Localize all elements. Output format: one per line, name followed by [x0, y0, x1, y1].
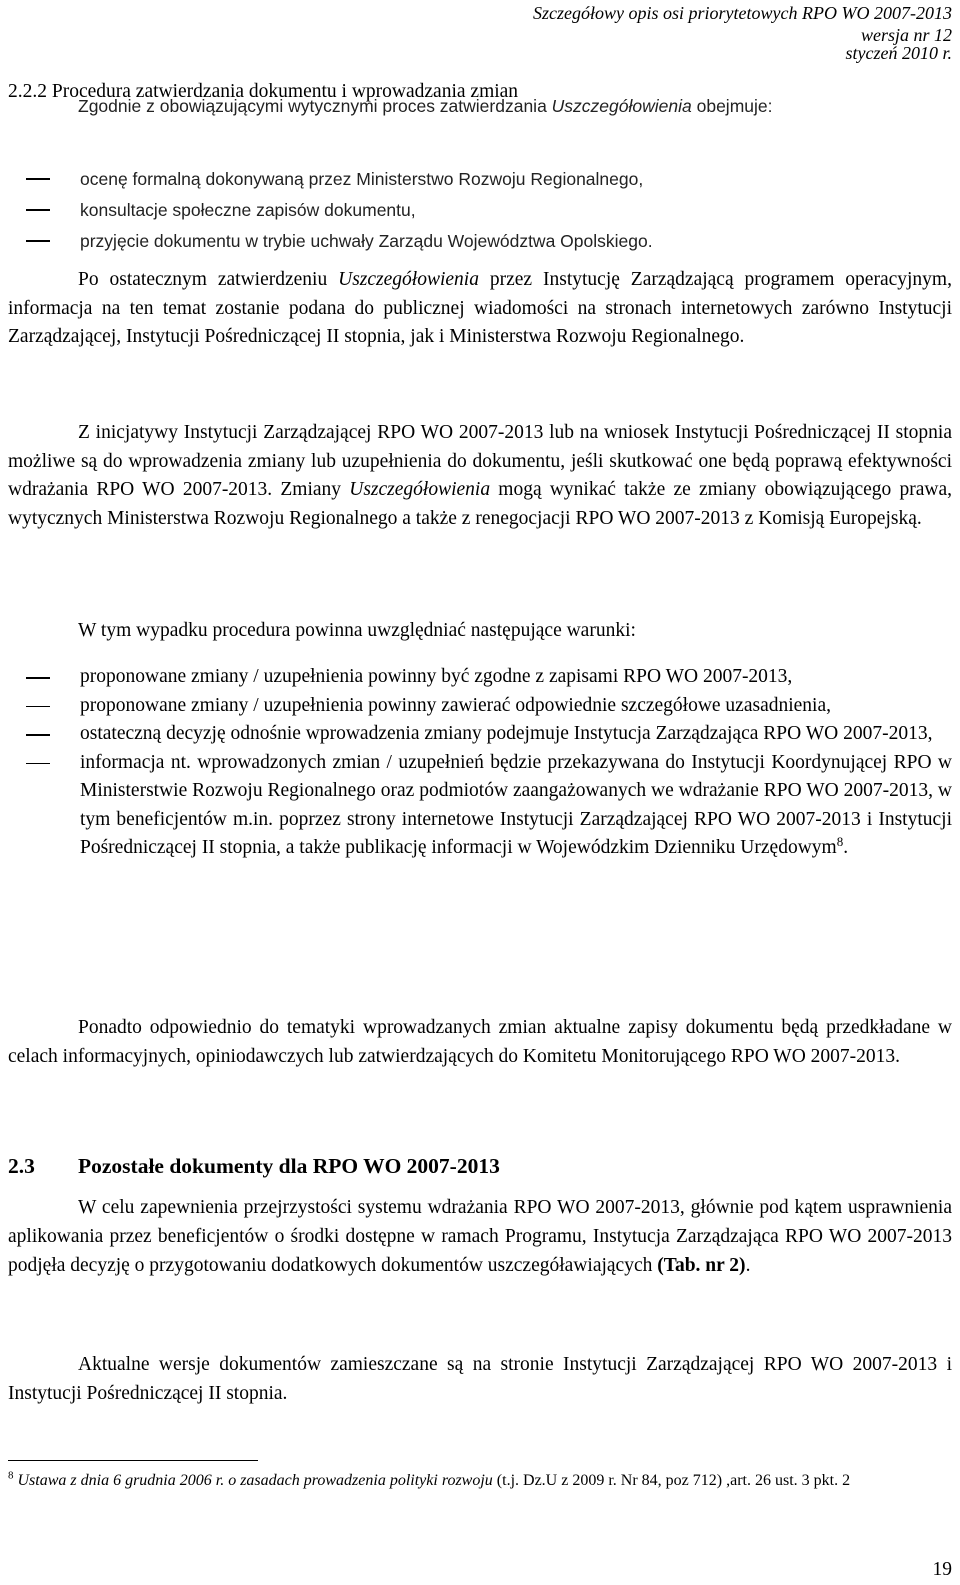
section-number: 2.3 [8, 1154, 35, 1178]
list-item: informacja nt. wprowadzonych zmian / uzupełnień będzie przekazywana do Instytucji Koordynującej RPO w Ministerstwie Rozwoju Regionalnego oraz podmiotów zaangażowanych we wdrażanie RPO WO 2007-2013, w tym beneficjentów m.in. poprzez strony internetowe Instytucji Zarządzającej RPO WO 2007-2013 i Instytucji Pośredniczącej II stopnia, a także publikację informacji w Wojewódzkim Dzienniku Urzędowym$^8$. [80, 751, 952, 858]
header-version: wersja nr 12 [860, 25, 952, 45]
footnote-number: 8 [8, 1469, 14, 1482]
conditions-list [8, 663, 952, 863]
page-number: 19 [932, 1559, 952, 1580]
list-item: proponowane zmiany / uzupełnienia powinny być zgodne z zapisami RPO WO 2007-2013, [80, 666, 793, 687]
footnote [8, 1470, 952, 1491]
intro-paragraph [8, 92, 952, 120]
section-title: Pozostałe dokumenty dla RPO WO 2007-2013 [78, 1154, 500, 1178]
intro-text-end: obejmuje: [691, 96, 773, 116]
list-item: ocenę formalną dokonywaną przez Ministerstwo Rozwoju Regionalnego, [80, 169, 644, 189]
header-doc-title: Szczegółowy opis osi priorytetowych RPO WO 2007-2013 [533, 3, 952, 23]
list-item: przyjęcie dokumentu w trybie uchwały Zarządu Województwa Opolskiego. [80, 231, 653, 251]
footnote-divider [8, 1460, 258, 1461]
list-item: proponowane zmiany / uzupełnienia powinny zawierać odpowiednie szczegółowe uzasadnienia, [80, 694, 832, 716]
paragraph-monitoring-committee: Ponadto odpowiednio do tematyki wprowadzanych zmian aktualne zapisy dokumentu będą przedkładane w celach informacyjnych, opiniodawczych lub zatwierdzających do Komitetu Monitorującego RPO WO 2007-2013. [8, 1017, 952, 1067]
table-reference: (Tab. nr 2) [657, 1255, 746, 1276]
section-heading-2-3 [8, 1152, 500, 1180]
intro-text: Zgodnie z obowiązującymi wytycznymi proces zatwierdzania [78, 96, 552, 116]
approval-steps-list [8, 164, 952, 257]
paragraph-current-versions: Aktualne wersje dokumentów zamieszczane są na stronie Instytucji Zarządzającej RPO WO 2007-2013 i Instytucji Pośredniczącej II stopnia. [8, 1354, 952, 1404]
intro-italic-term: Uszczegółowienia [551, 96, 692, 116]
footnote-reference[interactable]: 8 [836, 834, 844, 849]
paragraph-other-documents: W celu zapewnienia przejrzystości systemu wdrażania RPO WO 2007-2013, głównie pod kątem usprawnienia aplikowania przez beneficjentów o środki dostępne w ramach Programu, Instytucja Zarządzająca RPO WO 2007-2013 podjęła decyzję o przygotowaniu dodatkowych dokumentów uszczegóławiających (Tab. nr 2). [8, 1197, 952, 1276]
footnote-act-title: Ustawa z dnia 6 grudnia 2006 r. o zasadach prowadzenia polityki rozwoju [17, 1472, 493, 1489]
list-item: konsultacje społeczne zapisów dokumentu, [80, 200, 416, 220]
paragraph-changes-initiative: Z inicjatywy Instytucji Zarządzającej RPO WO 2007-2013 lub na wniosek Instytucji Pośredniczącej II stopnia możliwe są do wprowadzenia zmiany lub uzupełnienia do dokumentu, jeśli skutkować one będą poprawą efektywności wdrażania RPO WO 2007-2013. Zmiany Uszczegółowienia mogą wynikać także ze zmiany obowiązującego prawa, wytycznych Ministerstwa Rozwoju Regionalnego a także z renegocjacji RPO WO 2007-2013 z Komisją Europejską. [8, 422, 952, 529]
paragraph-conditions-intro: W tym wypadku procedura powinna uwzględniać następujące warunki: [78, 620, 636, 641]
paragraph-after-approval: Po ostatecznym zatwierdzeniu Uszczegółowienia przez Instytucję Zarządzającą programem operacyjnym, informacja na ten temat zostanie podana do publicznej wiadomości na stronach internetowych zarówno Instytucji Zarządzającej, Instytucji Pośredniczącej II stopnia, jak i Ministerstwa Rozwoju Regionalnego. [8, 269, 952, 347]
section-title: Procedura zatwierdzania dokumentu i wprowadzania zmian [51, 81, 519, 102]
header-date: styczeń 2010 r. [845, 43, 952, 63]
running-header [533, 2, 952, 64]
footnote-citation: (t.j. Dz.U z 2009 r. Nr 84, poz 712) ,art. 26 ust. 3 pkt. 2 [492, 1472, 851, 1489]
section-number: 2.2.2 [8, 81, 47, 102]
list-item: ostateczną decyzję odnośnie wprowadzenia zmiany podejmuje Instytucja Zarządzająca RPO WO 2007-2013, [80, 723, 933, 744]
